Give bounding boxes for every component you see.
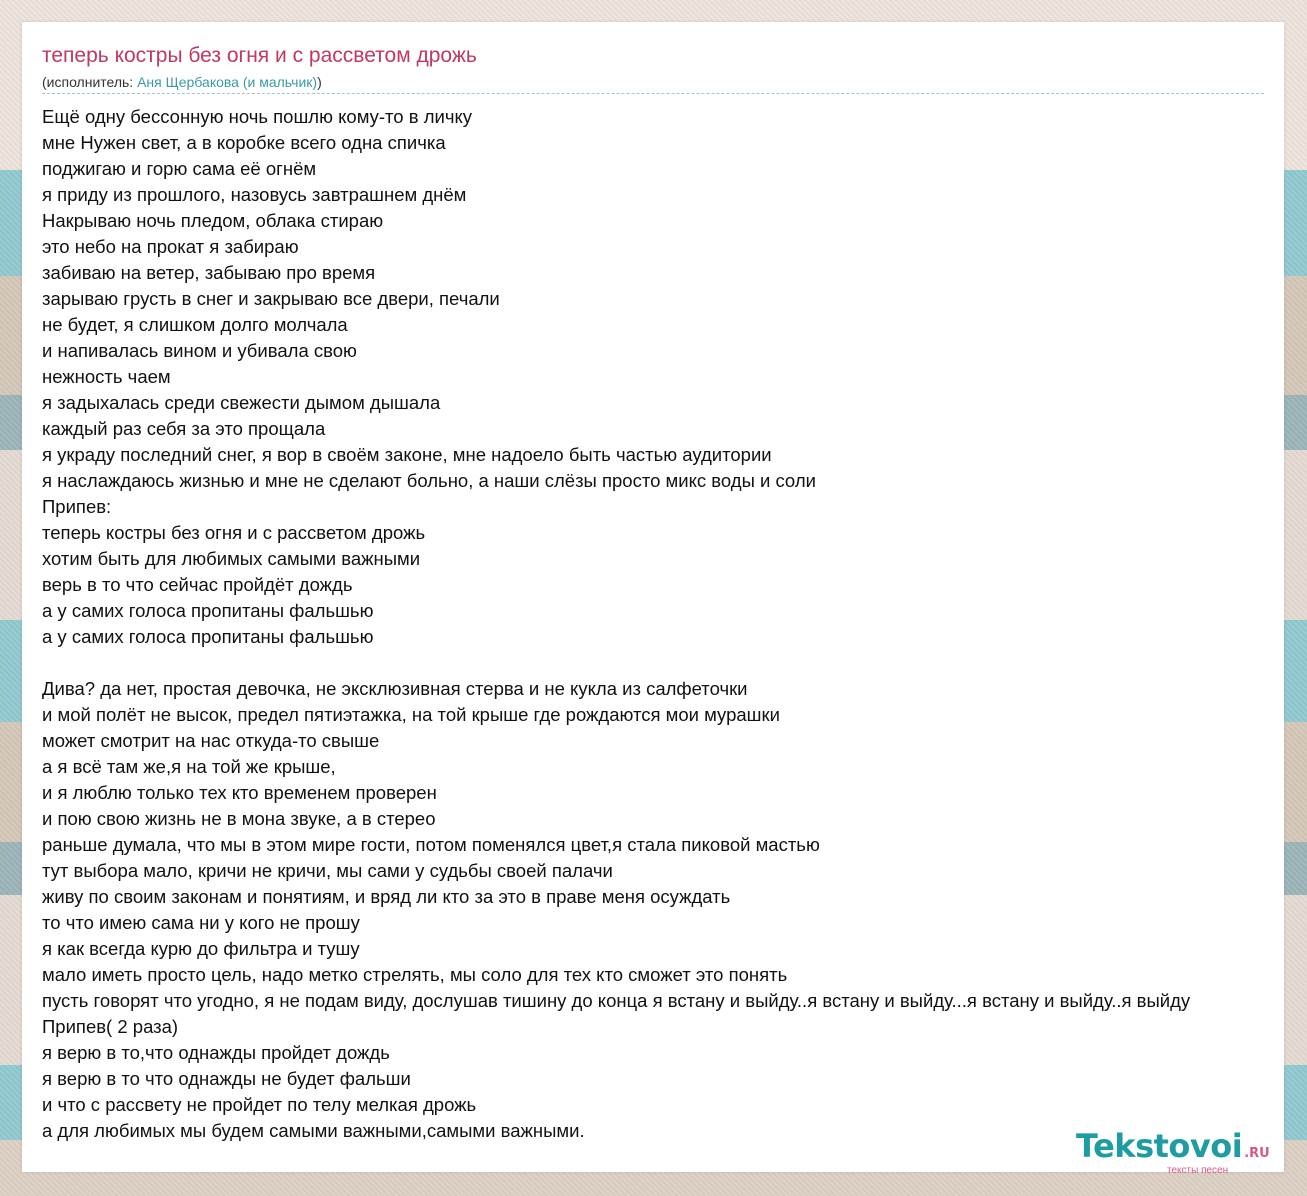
logo-tld: .RU [1244, 1146, 1270, 1161]
artist-prefix: (исполнитель: [42, 74, 138, 90]
lyrics-card [22, 22, 1284, 1176]
artist-byline [42, 74, 322, 90]
logo-tagline: тексты песен [1167, 1165, 1229, 1176]
title-divider [42, 93, 1264, 94]
song-title: теперь костры без огня и с рассветом дрожь [42, 44, 477, 67]
lyrics-text: Ещё одну бессонную ночь пошлю кому-то в личку мне Нужен свет, а в коробке всего одна спичка поджигаю и горю сама её огнём я приду из прошлого, назовусь завтрашнем днём Накрываю ночь пледом, облака стираю это небо на прокат я забираю забиваю на ветер, забываю про время зарываю грусть в снег и закрываю все двери, печали не будет, я слишком долго молчала и напивалась вином и убивала свою нежность чаем я задыхалась среди свежести дымом дышала каждый раз себя за это прощала я украду последний снег, я вор в своём законе, мне надоело быть частью аудитории я наслаждаюсь жизнью и мне не сделают больно, а наши слёзы просто микс воды и соли Припев: теперь костры без огня и с рассветом дрожь хотим быть для любимых самыми важными верь в то что сейчас пройдёт дождь а у самих голоса пропитаны фальшью а у самих голоса пропитаны фальшью Дива? да нет, простая девочка, не эксклюзивная стерва и не кукла из салфеточки и мой полёт не высок, предел пятиэтажка, на той крыше где рождаются мои мурашки может смотрит на нас откуда-то свыше а я всё там же,я на той же крыше, и я люблю только тех кто временем проверен и пою свою жизнь не в мона звуке, а в стерео раньше думала, что мы в этом мире гости, потом поменялся цвет,я стала пиковой мастью тут выбора мало, кричи не кричи, мы сами у судьбы своей палачи живу по своим законам и понятиям, и вряд ли кто за это в праве меня осуждать то что имею сама ни у кого не прошу я как всегда курю до фильтра и тушу мало иметь просто цель, надо метко стрелять, мы соло для тех кто сможет это понять пусть говорят что угодно, я не подам виду, дослушав тишину до конца я встану и выйду..я встану и выйду...я встану и выйду..я выйду Припев( 2 раза) я верю в то,что однажды пройдет дождь я верю в то что однажды не будет фальши и что с рассвету не пройдет по телу мелкая дрожь а для любимых мы будем самыми важными,самыми важными. [42, 106, 1191, 1141]
logo-name: Tekstovoi [1076, 1127, 1243, 1165]
site-logo[interactable] [1076, 1127, 1270, 1176]
artist-link[interactable]: Аня Щербакова (и мальчик) [137, 74, 318, 90]
artist-suffix: ) [317, 74, 322, 90]
